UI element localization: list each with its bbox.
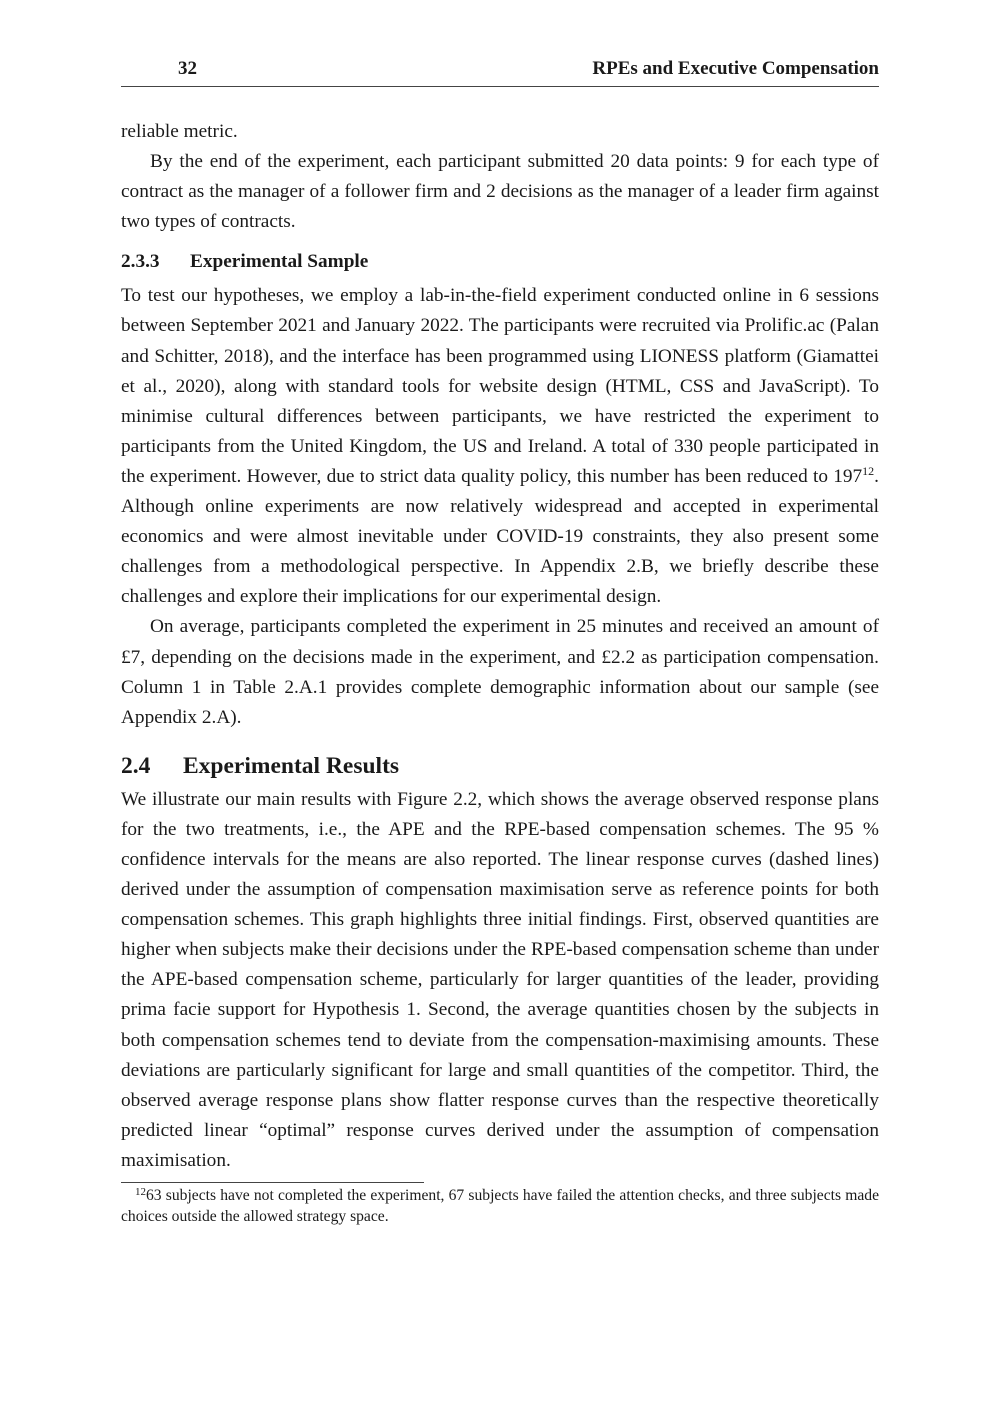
footnote-text: 63 subjects have not completed the experiment, 67 subjects have failed the attention checks, and three subjects made choices outside the allowed strategy space. [121, 1187, 879, 1225]
paragraph-text: . Although online experiments are now relatively widespread and accepted in experimental economics and were almost inevitable under COVID-19 constraints, they also present some challenges from a methodological perspective. In Appendix 2.B, we briefly describe these challenges and explore their implications for our experimental design. [121, 465, 879, 608]
paragraph: On average, participants completed the experiment in 25 minutes and received an amount of £7, depending on the decisions made in the experiment, and £2.2 as participation compensation. Column 1 in Table 2.A.1 provides complete demographic information about our sample (see Appendix 2.A). [121, 616, 879, 728]
page [121, 58, 879, 1227]
paragraph-text: To test our hypotheses, we employ a lab-in-the-field experiment conducted online in 6 sessions between September 2021 and January 2022. The participants were recruited via Prolific.ac (Palan and Schitter, 2018), and the interface has been programmed using LIONESS platform (Giamattei et al., 2020), along with standard tools for website design (HTML, CSS and JavaScript). To minimise cultural differences between participants, we have restricted the experiment to participants from the United Kingdom, the US and Ireland. A total of 330 people participated in the experiment. However, due to strict data quality policy, this number has been reduced to 197 [121, 285, 879, 487]
running-header [121, 58, 879, 87]
section-heading [121, 749, 879, 783]
paragraph: We illustrate our main results with Figure 2.2, which shows the average observed response plans for the two treatments, i.e., the APE and the RPE-based compensation schemes. The 95 % confidence intervals for the means are also reported. The linear response curves (dashed lines) derived under the assumption of compensation maximisation serve as reference points for both compensation schemes. This graph highlights three initial findings. First, observed quantities are higher when subjects make their decisions under the RPE-based compensation scheme than under the APE-based compensation scheme, particularly for larger quantities of the leader, providing prima facie support for Hypothesis 1. Second, the average quantities chosen by the subjects in both compensation schemes tend to deviate from the compensation-maximising amounts. These deviations are particularly significant for large and small quantities of the competitor. Third, the observed average response plans show flatter response curves than the respective theoretically predicted linear “optimal” response curves derived under the assumption of compensation maximisation. [121, 788, 879, 1171]
subsection-heading [121, 247, 879, 277]
body-text [121, 117, 879, 1176]
footnote-divider [121, 1182, 424, 1183]
page-number: 32 [178, 58, 197, 79]
subsection-number: 2.3.3 [121, 251, 160, 273]
section-number: 2.4 [121, 752, 151, 779]
paragraph-continuation: reliable metric. [121, 121, 238, 142]
paragraph [121, 281, 879, 612]
footnote-reference[interactable]: 12 [862, 463, 875, 478]
running-title: RPEs and Executive Compensation [592, 58, 879, 79]
footnote-marker: 12 [135, 1186, 146, 1198]
section-title: Experimental Results [183, 752, 400, 779]
paragraph: By the end of the experiment, each participant submitted 20 data points: 9 for each type of contract as the manager of a follower firm and 2 decisions as the manager of a leader firm against two types of contracts. [121, 151, 879, 233]
footnote [121, 1185, 879, 1227]
subsection-title: Experimental Sample [190, 251, 369, 273]
